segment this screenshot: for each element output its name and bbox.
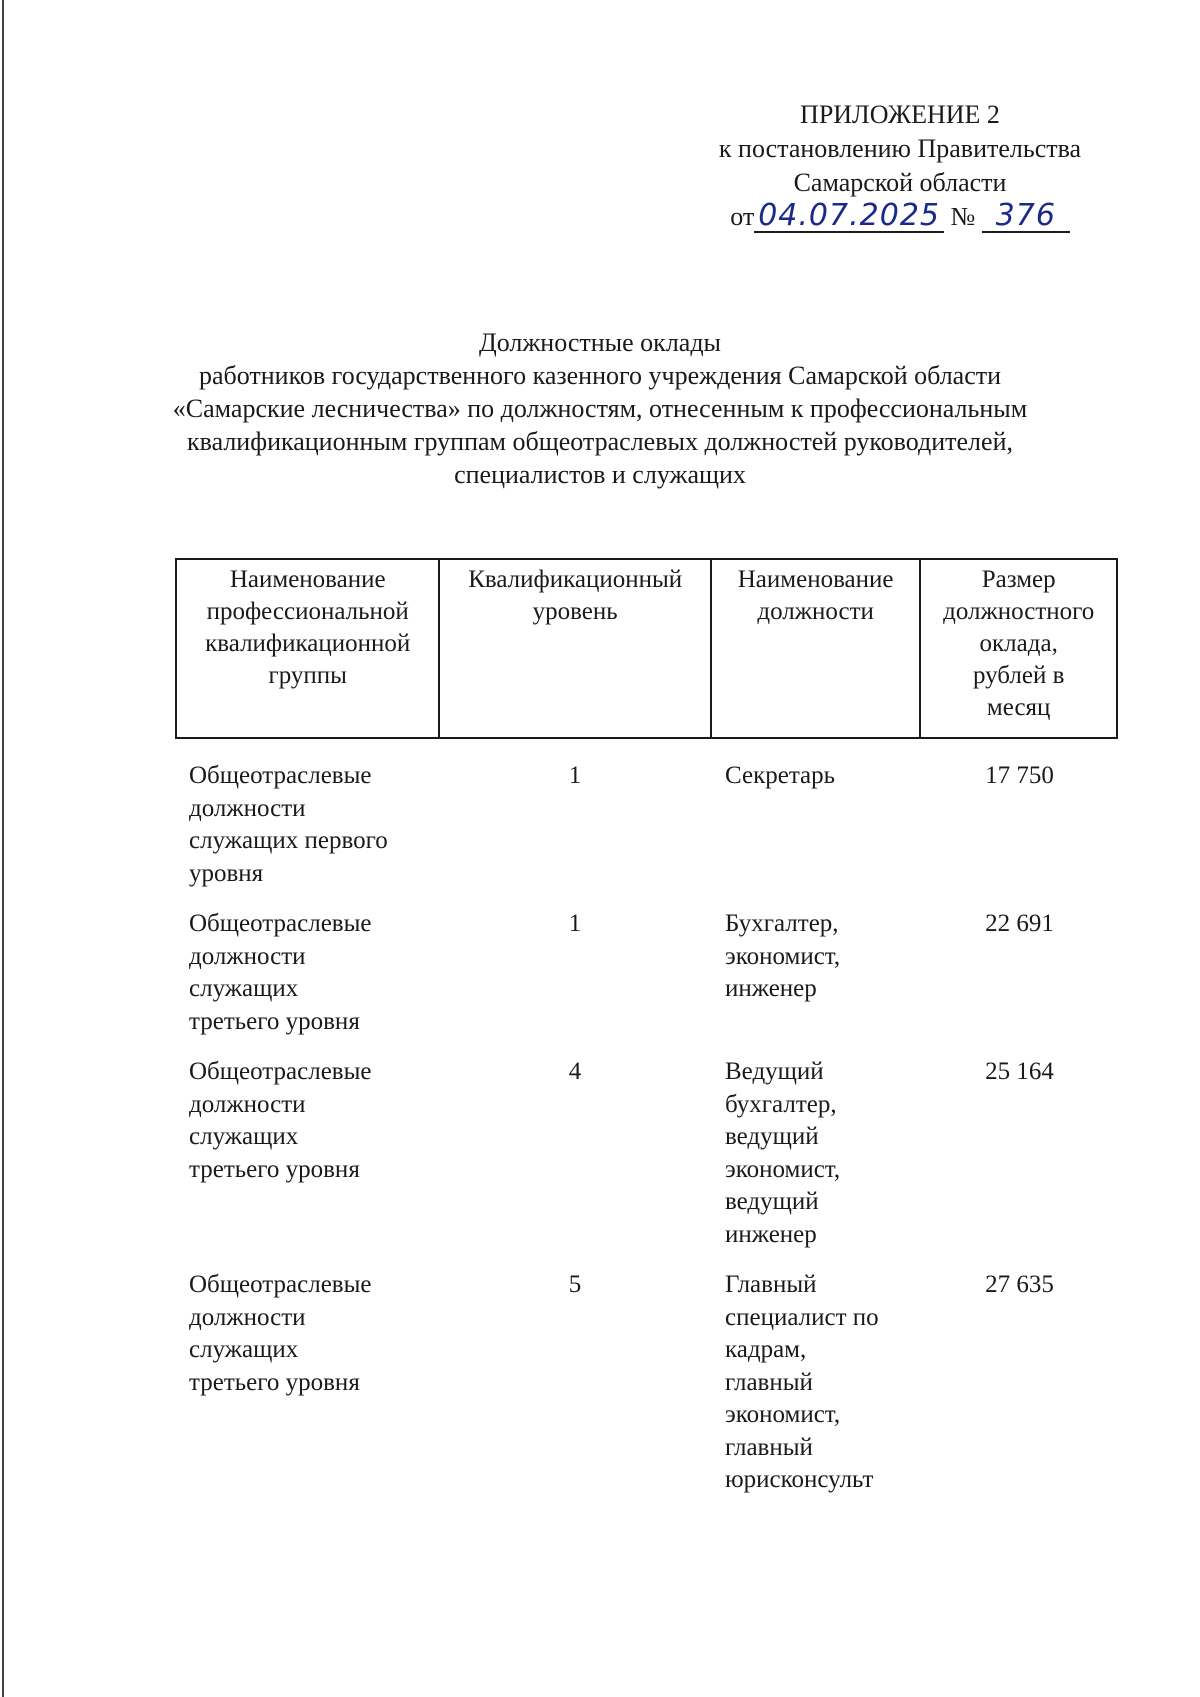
cell-group: Общеотраслевые должности служащих первого уровня <box>189 762 388 887</box>
header-group-name: Наименование профессиональной квалификационной группы <box>176 559 439 738</box>
appendix-reference: к постановлению Правительства <box>718 134 1082 163</box>
table-header <box>175 558 1118 739</box>
table-row <box>175 908 1118 1056</box>
date-prefix: от <box>730 202 755 231</box>
title-line: Должностные оклады <box>478 328 722 357</box>
appendix-date-number-line <box>690 200 1110 234</box>
appendix-region: Самарской области <box>793 168 1007 197</box>
cell-position: Главный специалист по кадрам, главный экономист, главный юрисконсульт <box>725 1271 879 1493</box>
table-row <box>175 1056 1118 1269</box>
header-position-name: Наименование должности <box>711 559 920 738</box>
header-qualification-level: Квалификационный уровень <box>439 559 710 738</box>
handwritten-number: 376 <box>982 201 1070 233</box>
document-title <box>120 326 1080 491</box>
cell-group: Общеотраслевые должности служащих третьего уровня <box>189 1271 372 1396</box>
cell-salary: 22 691 <box>985 910 1054 937</box>
title-line: специалистов и служащих <box>454 460 746 489</box>
title-line: «Самарские лесничества» по должностям, отнесенным к профессиональным <box>172 394 1028 423</box>
cell-group: Общеотраслевые должности служащих третьего уровня <box>189 1058 372 1183</box>
cell-position: Бухгалтер, экономист, инженер <box>725 910 841 1002</box>
cell-salary: 17 750 <box>985 762 1054 789</box>
table-row <box>175 1269 1118 1509</box>
table-body <box>175 760 1118 1509</box>
cell-salary: 27 635 <box>985 1271 1054 1298</box>
appendix-title: ПРИЛОЖЕНИЕ 2 <box>800 100 1000 129</box>
cell-salary: 25 164 <box>985 1058 1054 1085</box>
title-line: работников государственного казенного учреждения Самарской области <box>198 361 1002 390</box>
cell-level: 1 <box>568 910 582 937</box>
cell-level: 5 <box>568 1271 582 1298</box>
header-salary: Размер должностного оклада, рублей в месяц <box>920 559 1117 738</box>
handwritten-date: 04.07.2025 <box>754 201 944 233</box>
cell-level: 4 <box>568 1058 582 1085</box>
cell-level: 1 <box>568 762 582 789</box>
table-row <box>175 760 1118 908</box>
cell-position: Секретарь <box>725 762 836 789</box>
cell-position: Ведущий бухгалтер, ведущий экономист, ведущий инженер <box>725 1058 841 1248</box>
number-sign: № <box>950 202 976 231</box>
title-line: квалификационным группам общеотраслевых должностей руководителей, <box>187 427 1013 456</box>
cell-group: Общеотраслевые должности служащих третьего уровня <box>189 910 372 1035</box>
scan-edge-line <box>2 0 4 1697</box>
appendix-block <box>690 98 1110 234</box>
